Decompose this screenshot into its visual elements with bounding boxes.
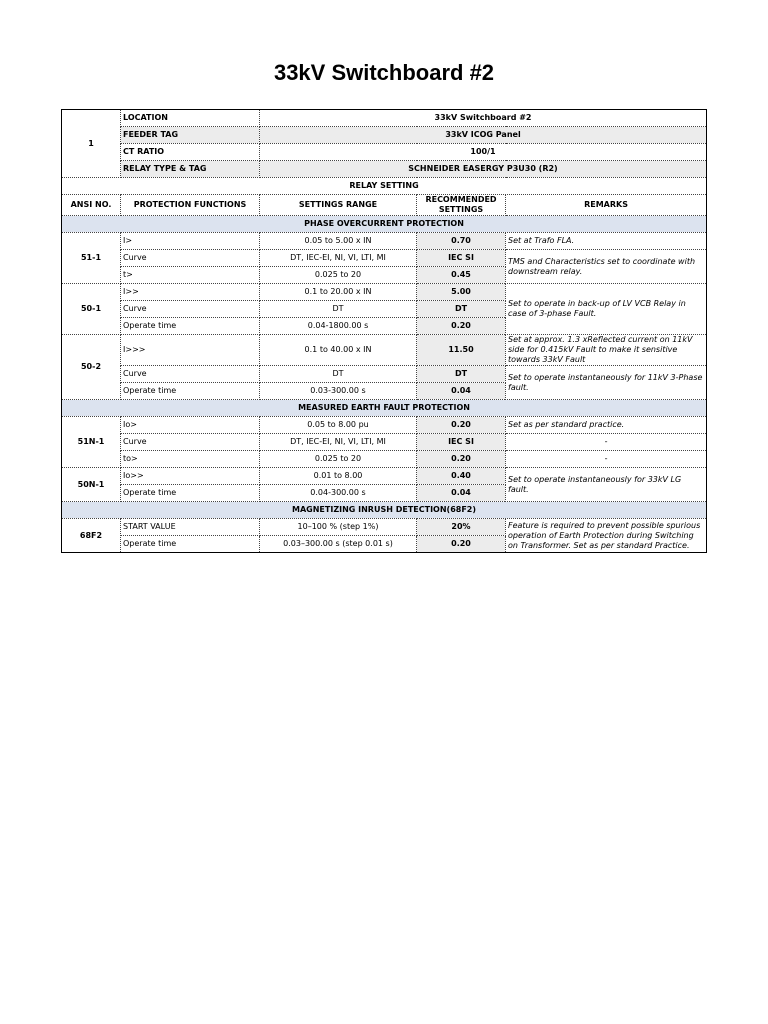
- recommended-cell: 0.20: [417, 536, 506, 553]
- location-label: LOCATION: [121, 110, 260, 127]
- table-row: [62, 519, 707, 536]
- range-cell: DT: [260, 366, 417, 383]
- col-header-remarks: REMARKS: [506, 195, 707, 216]
- range-cell: DT: [260, 301, 417, 318]
- remark-cell: -: [506, 434, 707, 451]
- ansi-50n-1: 50N-1: [62, 468, 121, 502]
- table-row: [62, 335, 707, 366]
- table-row: [62, 250, 707, 267]
- range-cell: 0.04-1800.00 s: [260, 318, 417, 335]
- function-cell: Io>: [121, 417, 260, 434]
- recommended-cell: 5.00: [417, 284, 506, 301]
- range-cell: DT, IEC-EI, NI, VI, LTI, MI: [260, 250, 417, 267]
- remark-cell: Set to operate instantaneously for 33kV LG fault.: [506, 468, 707, 502]
- recommended-cell: 0.40: [417, 468, 506, 485]
- recommended-cell: 0.04: [417, 383, 506, 400]
- section-row: [62, 502, 707, 519]
- col-header-recommended: RECOMMENDED SETTINGS: [417, 195, 506, 216]
- remark-cell: Set to operate instantaneously for 11kV 3-Phase fault.: [506, 366, 707, 400]
- ansi-51-1: 51-1: [62, 233, 121, 284]
- recommended-cell: 0.70: [417, 233, 506, 250]
- recommended-cell: 0.45: [417, 267, 506, 284]
- recommended-cell: 0.20: [417, 451, 506, 468]
- table-row: [62, 451, 707, 468]
- function-cell: START VALUE: [121, 519, 260, 536]
- function-cell: I>: [121, 233, 260, 250]
- recommended-cell: 11.50: [417, 335, 506, 366]
- col-header-ansi: ANSI NO.: [62, 195, 121, 216]
- remark-cell: Set to operate in back-up of LV VCB Relay in case of 3-phase Fault.: [506, 284, 707, 335]
- ansi-68f2: 68F2: [62, 519, 121, 553]
- row-number: 1: [62, 110, 121, 178]
- range-cell: 0.03–300.00 s (step 0.01 s): [260, 536, 417, 553]
- recommended-cell: IEC SI: [417, 434, 506, 451]
- table-row: [62, 366, 707, 383]
- relay-type-label: RELAY TYPE & TAG: [121, 161, 260, 178]
- remark-cell: Set at Trafo FLA.: [506, 233, 707, 250]
- section-row: [62, 400, 707, 417]
- function-cell: Curve: [121, 250, 260, 267]
- range-cell: 0.05 to 5.00 x IN: [260, 233, 417, 250]
- function-cell: Operate time: [121, 383, 260, 400]
- range-cell: 0.05 to 8.00 pu: [260, 417, 417, 434]
- function-cell: Curve: [121, 366, 260, 383]
- section-phase-overcurrent: PHASE OVERCURRENT PROTECTION: [62, 216, 707, 233]
- relay-setting-heading: RELAY SETTING: [62, 178, 707, 195]
- table-row: [62, 434, 707, 451]
- range-cell: 0.03-300.00 s: [260, 383, 417, 400]
- remark-cell: TMS and Characteristics set to coordinate with downstream relay.: [506, 250, 707, 284]
- range-cell: 0.04-300.00 s: [260, 485, 417, 502]
- table-row: [62, 284, 707, 301]
- table-row: [62, 178, 707, 195]
- recommended-cell: 0.20: [417, 417, 506, 434]
- function-cell: Operate time: [121, 318, 260, 335]
- relay-type-value: SCHNEIDER EASERGY P3U30 (R2): [260, 161, 707, 178]
- location-value: 33kV Switchboard #2: [260, 110, 707, 127]
- function-cell: Curve: [121, 301, 260, 318]
- table-row: [62, 110, 707, 127]
- ct-ratio-label: CT RATIO: [121, 144, 260, 161]
- feeder-tag-label: FEEDER TAG: [121, 127, 260, 144]
- range-cell: 0.025 to 20: [260, 267, 417, 284]
- function-cell: I>>: [121, 284, 260, 301]
- remark-cell: Feature is required to prevent possible spurious operation of Earth Protection during Switching on Transformer. Set as per standard Practice.: [506, 519, 707, 553]
- page-title: 33kV Switchboard #2: [273, 60, 495, 85]
- range-cell: 0.025 to 20: [260, 451, 417, 468]
- table-row: [62, 144, 707, 161]
- remark-cell: -: [506, 451, 707, 468]
- function-cell: to>: [121, 451, 260, 468]
- recommended-cell: DT: [417, 301, 506, 318]
- table-row: [62, 468, 707, 485]
- recommended-cell: 20%: [417, 519, 506, 536]
- relay-settings-table: [61, 109, 707, 553]
- ansi-50-1: 50-1: [62, 284, 121, 335]
- function-cell: Operate time: [121, 536, 260, 553]
- range-cell: DT, IEC-EI, NI, VI, LTI, MI: [260, 434, 417, 451]
- table-row: [62, 161, 707, 178]
- recommended-cell: 0.20: [417, 318, 506, 335]
- recommended-cell: DT: [417, 366, 506, 383]
- function-cell: Operate time: [121, 485, 260, 502]
- section-row: [62, 216, 707, 233]
- recommended-cell: 0.04: [417, 485, 506, 502]
- range-cell: 10–100 % (step 1%): [260, 519, 417, 536]
- section-earth-fault: MEASURED EARTH FAULT PROTECTION: [62, 400, 707, 417]
- function-cell: Curve: [121, 434, 260, 451]
- function-cell: t>: [121, 267, 260, 284]
- col-header-range: SETTINGS RANGE: [260, 195, 417, 216]
- range-cell: 0.1 to 40.00 x IN: [260, 335, 417, 366]
- function-cell: Io>>: [121, 468, 260, 485]
- function-cell: I>>>: [121, 335, 260, 366]
- range-cell: 0.01 to 8.00: [260, 468, 417, 485]
- ct-ratio-value: 100/1: [260, 144, 707, 161]
- header-row: [62, 195, 707, 216]
- section-inrush-detection: MAGNETIZING INRUSH DETECTION(68F2): [62, 502, 707, 519]
- remark-cell: Set at approx. 1.3 xReflected current on 11kV side for 0.415kV Fault to make it sensitive towards 33kV Fault: [506, 335, 707, 366]
- table-row: [62, 233, 707, 250]
- col-header-functions: PROTECTION FUNCTIONS: [121, 195, 260, 216]
- recommended-cell: IEC SI: [417, 250, 506, 267]
- ansi-51n-1: 51N-1: [62, 417, 121, 468]
- range-cell: 0.1 to 20.00 x IN: [260, 284, 417, 301]
- remark-cell: Set as per standard practice.: [506, 417, 707, 434]
- ansi-50-2: 50-2: [62, 335, 121, 400]
- table-row: [62, 417, 707, 434]
- table-row: [62, 127, 707, 144]
- feeder-tag-value: 33kV ICOG Panel: [260, 127, 707, 144]
